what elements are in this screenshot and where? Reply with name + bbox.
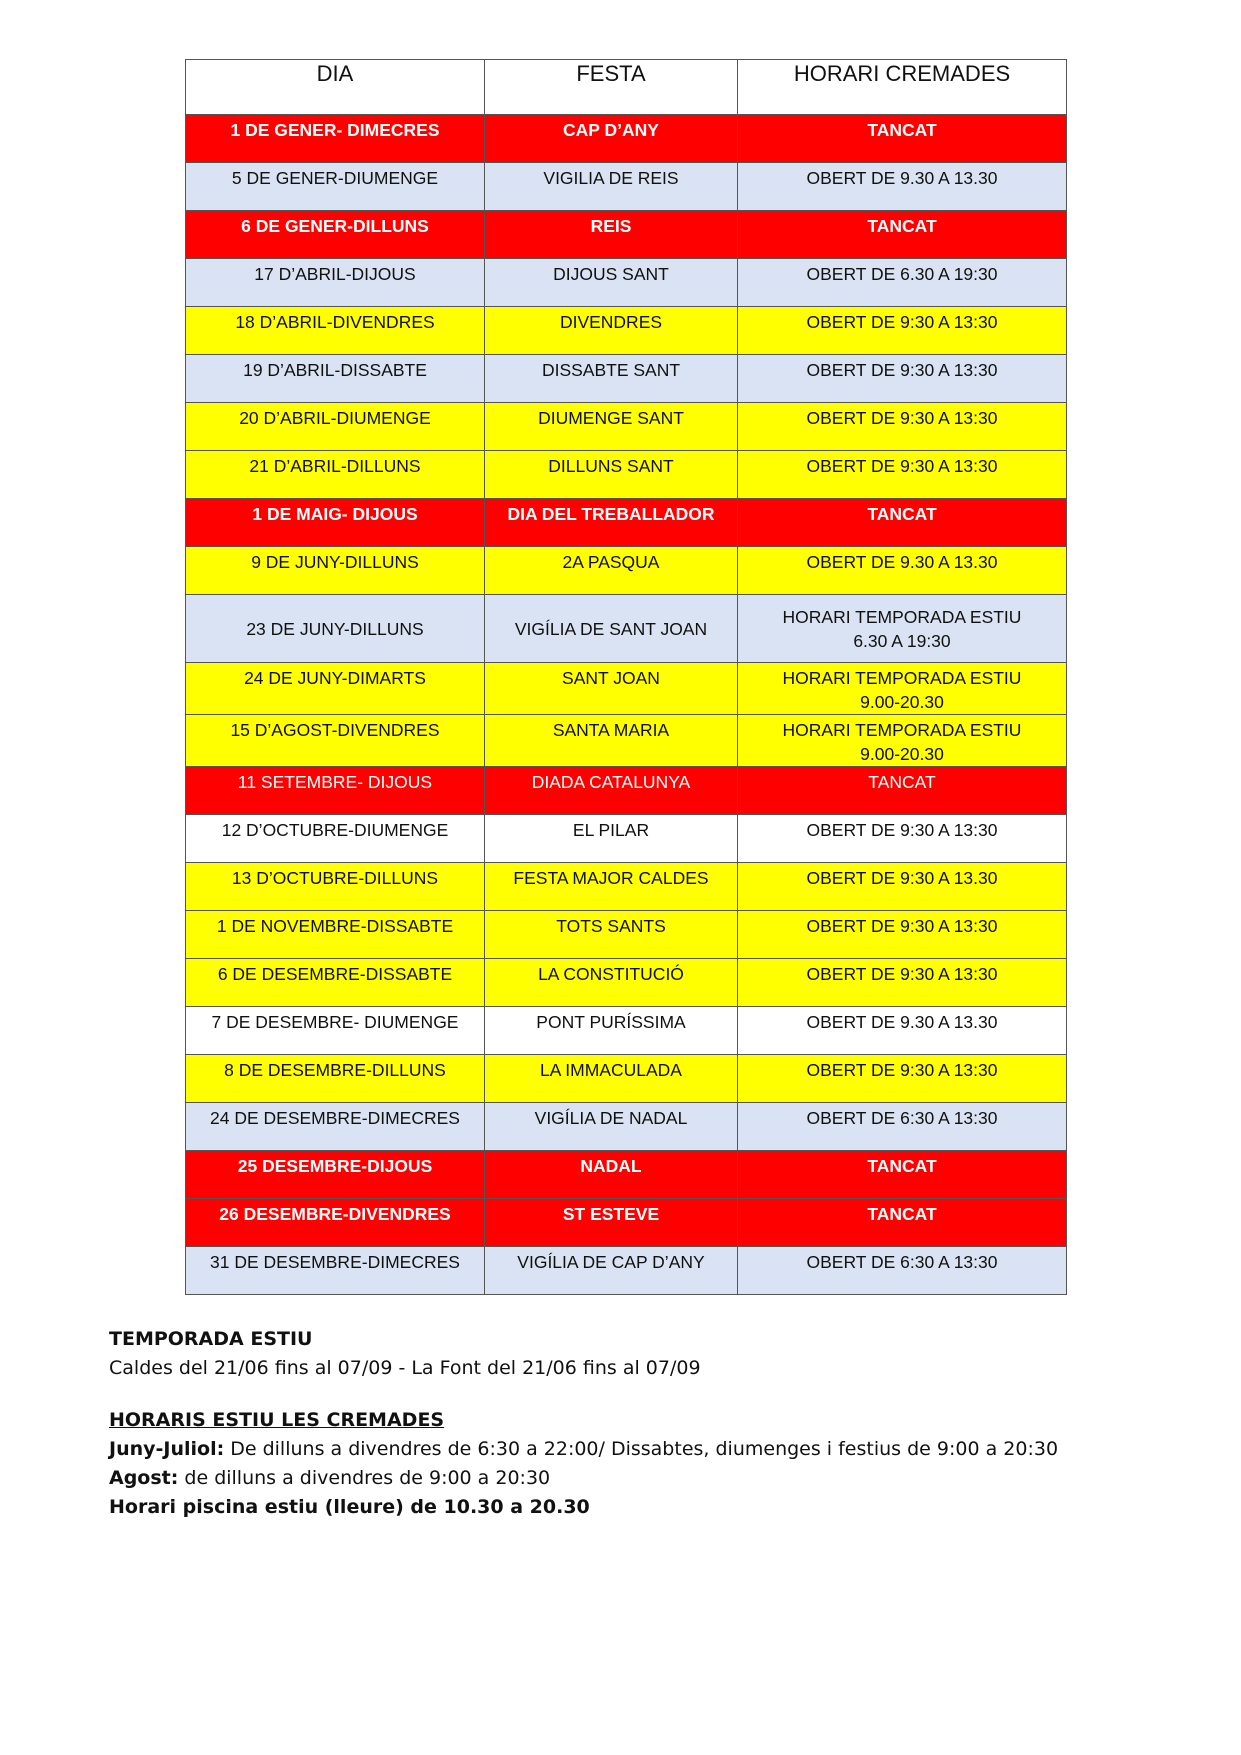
table-header-row xyxy=(186,60,1067,115)
cell-festa: DIVENDRES xyxy=(485,307,738,355)
cell-horari: OBERT DE 9:30 A 13:30 xyxy=(738,911,1067,959)
cell-dia: 6 DE DESEMBRE-DISSABTE xyxy=(186,959,485,1007)
cell-horari: TANCAT xyxy=(738,211,1067,259)
cell-horari: TANCAT xyxy=(738,1199,1067,1247)
cell-horari: OBERT DE 9:30 A 13:30 xyxy=(738,451,1067,499)
table-body xyxy=(186,115,1067,1295)
cell-dia: 20 D’ABRIL-DIUMENGE xyxy=(186,403,485,451)
cell-festa: DIA DEL TREBALLADOR xyxy=(485,499,738,547)
cell-dia: 19 D’ABRIL-DISSABTE xyxy=(186,355,485,403)
cell-festa: ST ESTEVE xyxy=(485,1199,738,1247)
cell-dia: 1 DE MAIG- DIJOUS xyxy=(186,499,485,547)
august-label: Agost: xyxy=(109,1467,179,1489)
table-row xyxy=(186,115,1067,163)
cell-horari: OBERT DE 9:30 A 13:30 xyxy=(738,307,1067,355)
cell-horari: OBERT DE 9:30 A 13.30 xyxy=(738,863,1067,911)
cell-horari: OBERT DE 9:30 A 13:30 xyxy=(738,1055,1067,1103)
cell-dia: 25 DESEMBRE-DIJOUS xyxy=(186,1151,485,1199)
table-row xyxy=(186,547,1067,595)
pool-hours: Horari piscina estiu (lleure) de 10.30 a 20.30 xyxy=(109,1496,590,1518)
cell-dia: 7 DE DESEMBRE- DIUMENGE xyxy=(186,1007,485,1055)
cell-festa: DIUMENGE SANT xyxy=(485,403,738,451)
cell-horari: TANCAT xyxy=(738,767,1067,815)
cell-horari: OBERT DE 9:30 A 13:30 xyxy=(738,959,1067,1007)
table-row xyxy=(186,1247,1067,1295)
table-row xyxy=(186,815,1067,863)
table-row xyxy=(186,959,1067,1007)
cell-horari: OBERT DE 9.30 A 13.30 xyxy=(738,163,1067,211)
cell-festa: VIGÍLIA DE CAP D’ANY xyxy=(485,1247,738,1295)
cell-dia: 21 D’ABRIL-DILLUNS xyxy=(186,451,485,499)
table-row xyxy=(186,211,1067,259)
table-row xyxy=(186,163,1067,211)
cell-festa: SANTA MARIA xyxy=(485,715,738,767)
cell-festa: PONT PURÍSSIMA xyxy=(485,1007,738,1055)
cell-festa: 2A PASQUA xyxy=(485,547,738,595)
cell-horari: OBERT DE 9:30 A 13:30 xyxy=(738,815,1067,863)
cell-dia: 24 DE JUNY-DIMARTS xyxy=(186,663,485,715)
cell-dia: 15 D’AGOST-DIVENDRES xyxy=(186,715,485,767)
cell-festa: REIS xyxy=(485,211,738,259)
cell-horari: OBERT DE 9.30 A 13.30 xyxy=(738,1007,1067,1055)
cell-festa: NADAL xyxy=(485,1151,738,1199)
table-row xyxy=(186,499,1067,547)
cell-dia: 18 D’ABRIL-DIVENDRES xyxy=(186,307,485,355)
table-row xyxy=(186,451,1067,499)
cell-festa: VIGÍLIA DE NADAL xyxy=(485,1103,738,1151)
holiday-schedule-table xyxy=(185,59,1067,1295)
cell-festa: VIGÍLIA DE SANT JOAN xyxy=(485,595,738,663)
cell-horari: OBERT DE 6:30 A 13:30 xyxy=(738,1247,1067,1295)
table-row xyxy=(186,1199,1067,1247)
table-row xyxy=(186,403,1067,451)
june-july-text: De dilluns a divendres de 6:30 a 22:00/ Dissabtes, diumenges i festius de 9:00 a 20:30 xyxy=(224,1438,1059,1460)
cell-horari: OBERT DE 6:30 A 13:30 xyxy=(738,1103,1067,1151)
table-row xyxy=(186,259,1067,307)
cell-festa: TOTS SANTS xyxy=(485,911,738,959)
table-row xyxy=(186,307,1067,355)
cell-horari: OBERT DE 9:30 A 13:30 xyxy=(738,355,1067,403)
cell-dia: 9 DE JUNY-DILLUNS xyxy=(186,547,485,595)
cell-dia: 13 D’OCTUBRE-DILLUNS xyxy=(186,863,485,911)
cell-dia: 26 DESEMBRE-DIVENDRES xyxy=(186,1199,485,1247)
cell-dia: 12 D’OCTUBRE-DIUMENGE xyxy=(186,815,485,863)
cell-dia: 11 SETEMBRE- DIJOUS xyxy=(186,767,485,815)
cell-dia: 1 DE NOVEMBRE-DISSABTE xyxy=(186,911,485,959)
cell-festa: DILLUNS SANT xyxy=(485,451,738,499)
cell-horari: OBERT DE 9:30 A 13:30 xyxy=(738,403,1067,451)
cell-dia: 23 DE JUNY-DILLUNS xyxy=(186,595,485,663)
table-row xyxy=(186,715,1067,767)
cell-horari: TANCAT xyxy=(738,115,1067,163)
hours-title: HORARIS ESTIU LES CREMADES xyxy=(109,1409,445,1431)
summer-notes xyxy=(109,1325,1189,1522)
table-row xyxy=(186,1151,1067,1199)
august-line xyxy=(109,1464,1189,1493)
table-row xyxy=(186,663,1067,715)
cell-horari: HORARI TEMPORADA ESTIU 9.00-20.30 xyxy=(738,715,1067,767)
cell-dia: 1 DE GENER- DIMECRES xyxy=(186,115,485,163)
cell-festa: DIJOUS SANT xyxy=(485,259,738,307)
august-text: de dilluns a divendres de 9:00 a 20:30 xyxy=(178,1467,551,1489)
season-text: Caldes del 21/06 fins al 07/09 - La Font del 21/06 fins al 07/09 xyxy=(109,1357,701,1379)
cell-festa: EL PILAR xyxy=(485,815,738,863)
cell-horari: OBERT DE 9.30 A 13.30 xyxy=(738,547,1067,595)
cell-festa: DIADA CATALUNYA xyxy=(485,767,738,815)
table-row xyxy=(186,911,1067,959)
june-july-line xyxy=(109,1435,1189,1464)
table-row xyxy=(186,863,1067,911)
cell-festa: FESTA MAJOR CALDES xyxy=(485,863,738,911)
cell-horari: TANCAT xyxy=(738,1151,1067,1199)
cell-festa: SANT JOAN xyxy=(485,663,738,715)
cell-festa: VIGILIA DE REIS xyxy=(485,163,738,211)
header-festa: FESTA xyxy=(485,60,738,115)
table-row xyxy=(186,1007,1067,1055)
table-row xyxy=(186,1103,1067,1151)
table-row xyxy=(186,1055,1067,1103)
june-july-label: Juny-Juliol: xyxy=(109,1438,225,1460)
cell-festa: DISSABTE SANT xyxy=(485,355,738,403)
cell-dia: 8 DE DESEMBRE-DILLUNS xyxy=(186,1055,485,1103)
cell-festa: LA CONSTITUCIÓ xyxy=(485,959,738,1007)
cell-festa: LA IMMACULADA xyxy=(485,1055,738,1103)
cell-dia: 6 DE GENER-DILLUNS xyxy=(186,211,485,259)
header-dia: DIA xyxy=(186,60,485,115)
cell-horari: HORARI TEMPORADA ESTIU 9.00-20.30 xyxy=(738,663,1067,715)
cell-festa: CAP D’ANY xyxy=(485,115,738,163)
table-row xyxy=(186,595,1067,663)
cell-horari: OBERT DE 6.30 A 19:30 xyxy=(738,259,1067,307)
header-horari-cremades: HORARI CREMADES xyxy=(738,60,1067,115)
cell-horari: TANCAT xyxy=(738,499,1067,547)
cell-dia: 17 D’ABRIL-DIJOUS xyxy=(186,259,485,307)
cell-dia: 24 DE DESEMBRE-DIMECRES xyxy=(186,1103,485,1151)
table-row xyxy=(186,767,1067,815)
season-title: TEMPORADA ESTIU xyxy=(109,1328,313,1350)
cell-dia: 5 DE GENER-DIUMENGE xyxy=(186,163,485,211)
cell-horari: HORARI TEMPORADA ESTIU 6.30 A 19:30 xyxy=(738,595,1067,663)
cell-dia: 31 DE DESEMBRE-DIMECRES xyxy=(186,1247,485,1295)
table-row xyxy=(186,355,1067,403)
